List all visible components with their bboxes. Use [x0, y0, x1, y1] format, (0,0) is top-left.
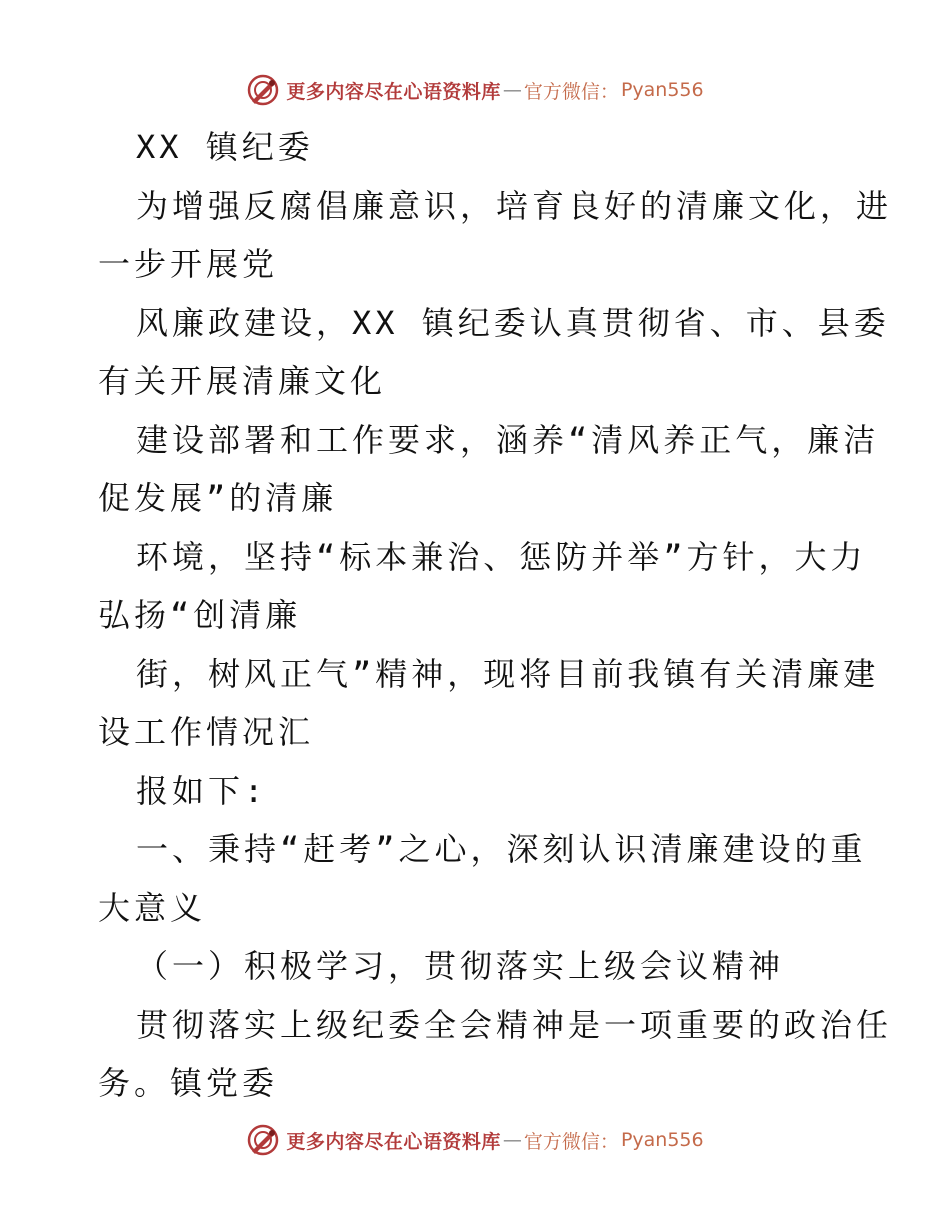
- banner-wechat-id: Pyan556: [620, 79, 704, 101]
- banner-wechat-id: Pyan556: [620, 1129, 704, 1151]
- doc-line: 报如下:: [136, 771, 268, 810]
- doc-line: 促发展”的清廉: [98, 479, 338, 517]
- doc-line: 有关开展清廉文化: [98, 362, 387, 400]
- doc-line: XX 镇纪委: [136, 128, 314, 166]
- doc-line: 风廉政建设，XX 镇纪委认真贯彻省、市、县委: [136, 303, 890, 342]
- doc-line: 弘扬“创清廉: [98, 596, 302, 634]
- doc-line: 为增强反腐倡廉意识，培育良好的清廉文化，进: [136, 186, 893, 225]
- header-banner: [0, 72, 950, 108]
- doc-line: 环境，坚持“标本兼治、惩防并举”方针，大力: [136, 537, 867, 576]
- doc-line: 贯彻落实上级纪委全会精神是一项重要的政治任: [136, 1005, 893, 1044]
- doc-line: 一步开展党: [98, 245, 279, 283]
- banner-separator: —: [502, 79, 522, 101]
- footer-banner: [0, 1122, 950, 1158]
- doc-line: 街，树风正气”精神，现将目前我镇有关清廉建: [136, 654, 880, 693]
- doc-line: 设工作情况汇: [98, 713, 315, 751]
- document-body: [98, 118, 893, 1113]
- section-heading: 一、秉持“赶考”之心，深刻认识清廉建设的重: [136, 830, 867, 868]
- banner-brand: 更多内容尽在心语资料库: [286, 80, 501, 103]
- banner-brand: 更多内容尽在心语资料库: [286, 1130, 501, 1153]
- brand-logo-icon: [246, 73, 280, 107]
- subsection-heading: （一）积极学习，贯彻落实上级会议精神: [136, 947, 785, 985]
- banner-wechat-label: 官方微信：: [523, 80, 619, 103]
- brand-logo-icon: [246, 1123, 280, 1157]
- banner-wechat-label: 官方微信：: [523, 1130, 619, 1153]
- doc-line: 建设部署和工作要求，涵养“清风养正气，廉洁: [136, 420, 880, 459]
- doc-line: 务。镇党委: [98, 1064, 279, 1102]
- banner-separator: —: [502, 1129, 522, 1151]
- section-heading-continued: 大意义: [98, 888, 207, 927]
